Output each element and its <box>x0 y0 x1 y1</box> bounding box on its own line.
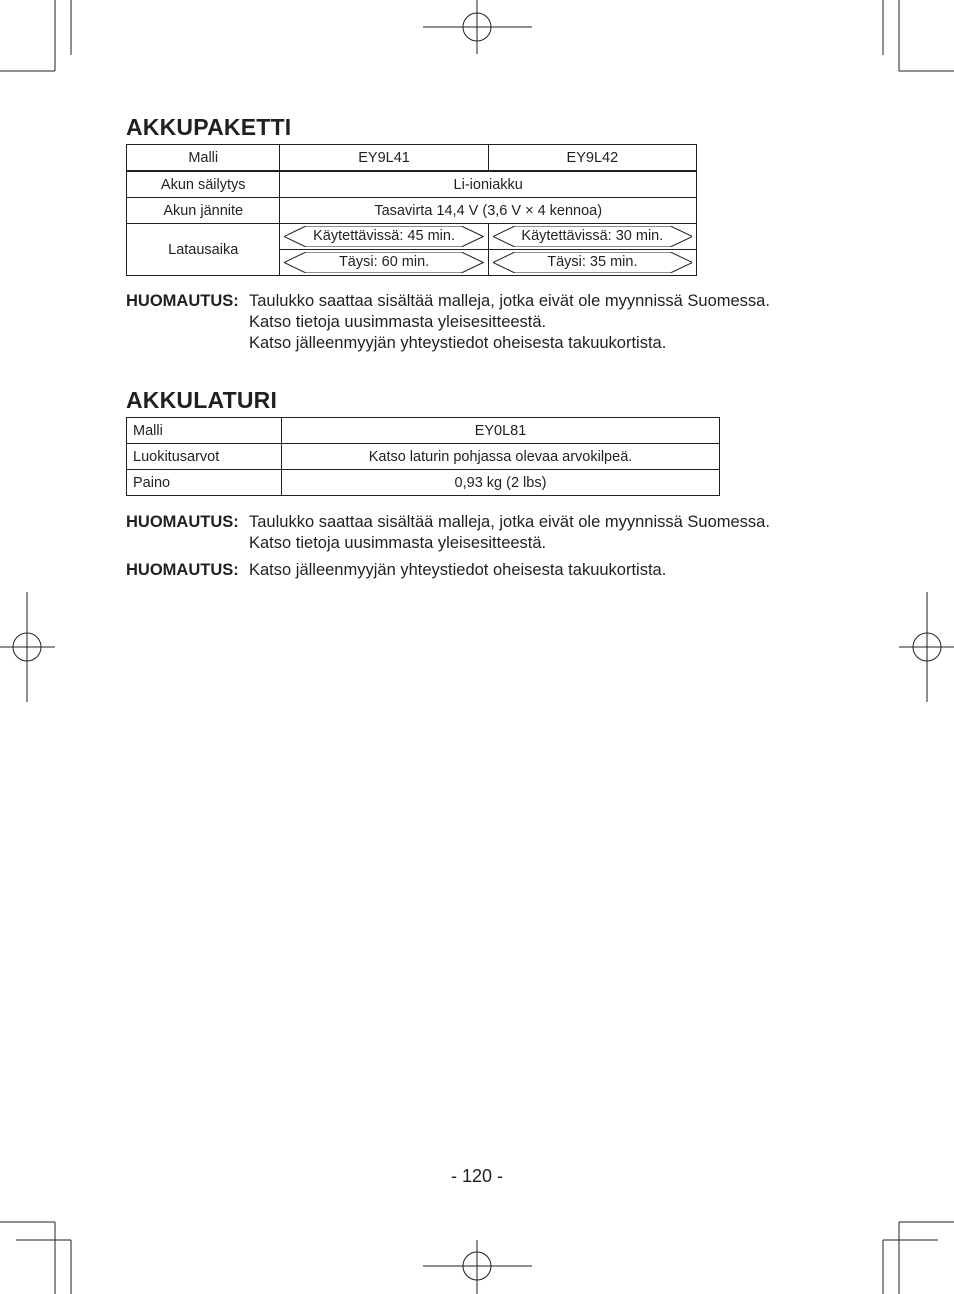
charger-heading: AKKULATURI <box>126 387 278 413</box>
voltage-value: Tasavirta 14,4 V (3,6 V × 4 kennoa) <box>280 198 697 224</box>
table-row <box>127 145 697 172</box>
charger-note <box>126 512 770 554</box>
charger-note-dealer <box>126 560 666 581</box>
usable-time-badge <box>284 226 483 247</box>
usable-time-cell <box>280 224 488 250</box>
full-time-cell <box>280 250 488 276</box>
charge-time-label: Latausaika <box>127 224 280 276</box>
usable-time-ey9l42: Käytettävissä: 30 min. <box>521 228 664 244</box>
page-number: - 120 - <box>450 1166 504 1186</box>
table-row <box>127 224 697 250</box>
note-line: Katso tietoja uusimmasta yleisesitteestä. <box>249 534 547 552</box>
table-row <box>127 444 720 470</box>
note-line: Katso jälleenmyyjän yhteystiedot oheisesta takuukortista. <box>249 334 667 352</box>
note-label: HUOMAUTUS: <box>126 513 239 531</box>
battery-pack-table <box>126 144 697 276</box>
rating-label: Luokitusarvot <box>127 444 282 470</box>
note-line: Taulukko saattaa sisältää malleja, jotka eivät ole myynnissä Suomessa. <box>249 292 770 310</box>
model-label: Malli <box>127 145 280 172</box>
table-row <box>127 418 720 444</box>
note-label: HUOMAUTUS: <box>126 292 239 310</box>
full-time-cell <box>488 250 696 276</box>
full-time-badge <box>284 252 483 273</box>
full-time-badge <box>493 252 692 273</box>
note-line: Katso tietoja uusimmasta yleisesitteestä. <box>249 313 547 331</box>
weight-value: 0,93 kg (2 lbs) <box>282 470 720 496</box>
battery-pack-heading: AKKUPAKETTI <box>126 114 292 140</box>
usable-time-ey9l41: Käytettävissä: 45 min. <box>313 228 455 244</box>
storage-value: Li-ioniakku <box>280 171 697 198</box>
full-time-ey9l42: Täysi: 35 min. <box>547 254 638 270</box>
storage-label: Akun säilytys <box>127 171 280 198</box>
note-label: HUOMAUTUS: <box>126 561 239 579</box>
model-ey9l42: EY9L42 <box>488 145 696 172</box>
usable-time-cell <box>488 224 696 250</box>
usable-time-badge <box>493 226 692 247</box>
charger-model-label: Malli <box>127 418 282 444</box>
note-line: Katso jälleenmyyjän yhteystiedot oheisesta takuukortista. <box>249 561 667 579</box>
table-row <box>127 171 697 198</box>
voltage-label: Akun jännite <box>127 198 280 224</box>
rating-value: Katso laturin pohjassa olevaa arvokilpeä. <box>282 444 720 470</box>
note-line: Taulukko saattaa sisältää malleja, jotka eivät ole myynnissä Suomessa. <box>249 513 770 531</box>
table-row <box>127 470 720 496</box>
full-time-ey9l41: Täysi: 60 min. <box>338 254 430 270</box>
charger-model-value: EY0L81 <box>282 418 720 444</box>
weight-label: Paino <box>127 470 282 496</box>
battery-note <box>126 291 770 354</box>
model-ey9l41: EY9L41 <box>280 145 488 172</box>
charger-table <box>126 417 720 496</box>
table-row <box>127 198 697 224</box>
